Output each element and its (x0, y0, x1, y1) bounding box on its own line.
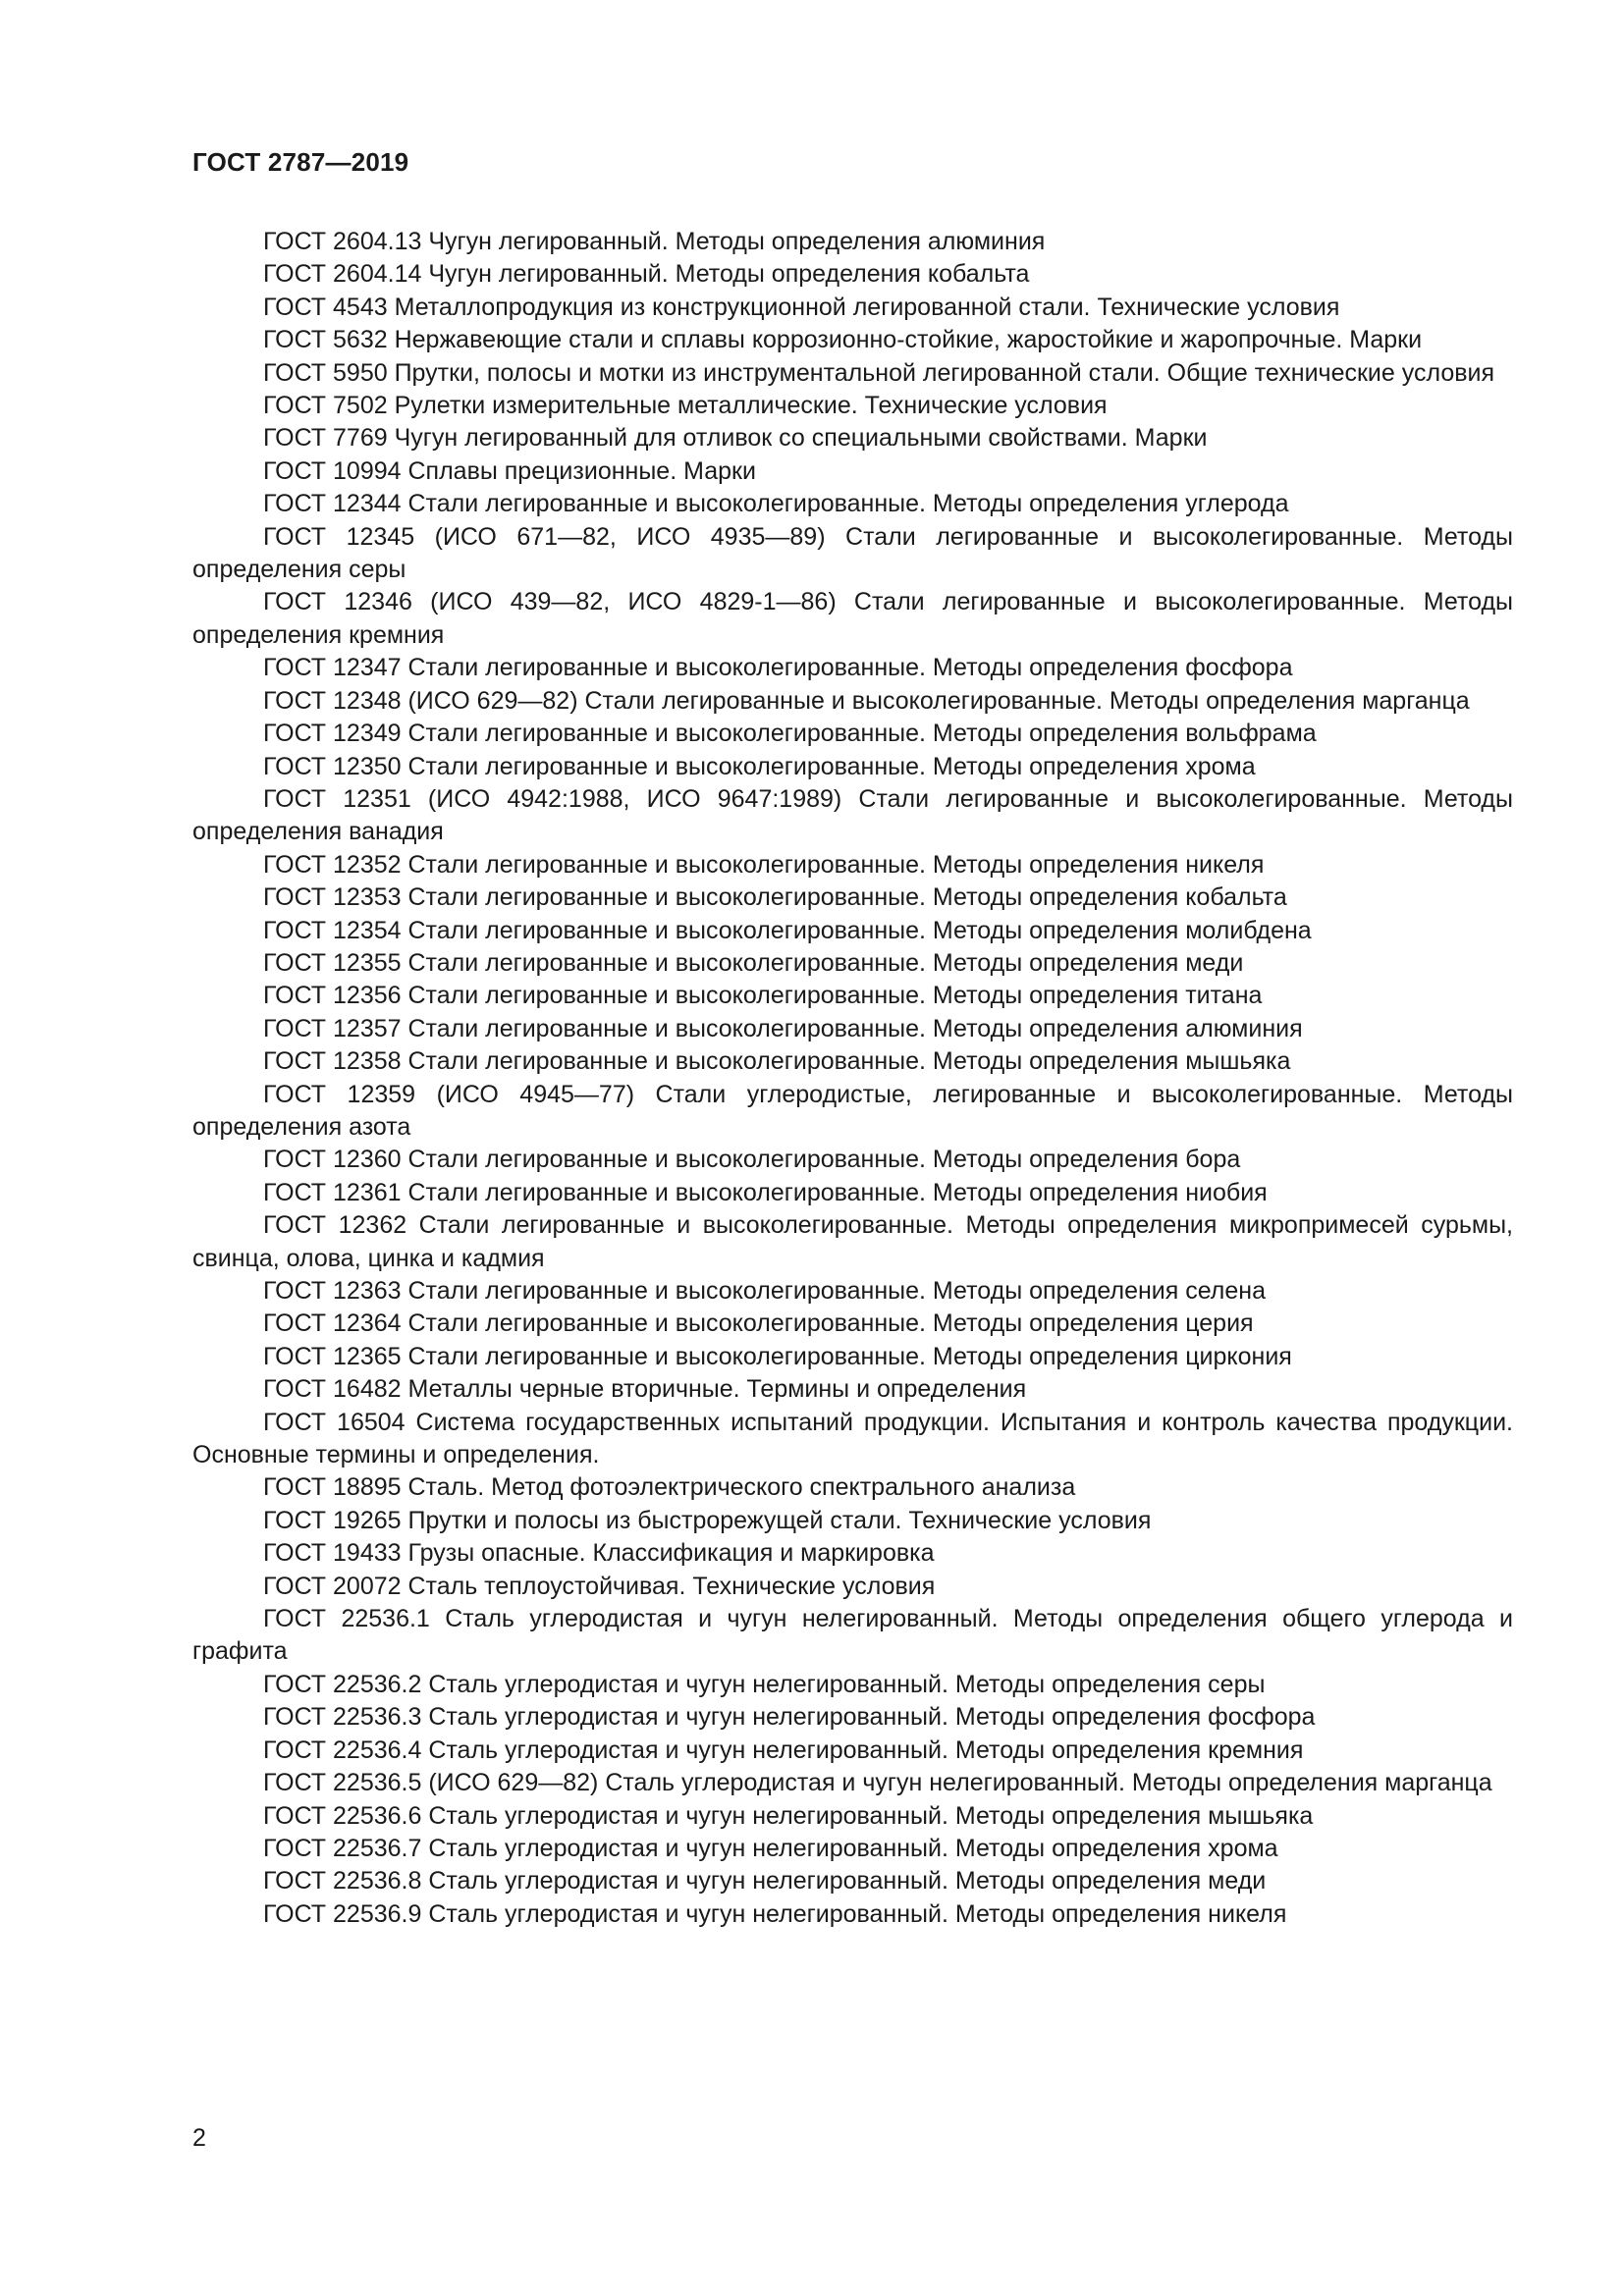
reference-item: ГОСТ 12355 Стали легированные и высоколегированные. Методы определения меди (263, 948, 1244, 977)
reference-item: ГОСТ 12365 Стали легированные и высоколегированные. Методы определения циркония (263, 1342, 1292, 1370)
reference-item: ГОСТ 12364 Стали легированные и высоколегированные. Методы определения церия (263, 1309, 1254, 1338)
reference-item: ГОСТ 16504 Система государственных испытаний продукции. Испытания и контроль качества продукции. Основные термины и определения. (192, 1408, 1513, 1469)
reference-item: ГОСТ 12362 Стали легированные и высоколегированные. Методы определения микропримесей сурьмы, свинца, олова, цинка и кадмия (192, 1211, 1513, 1272)
reference-item: ГОСТ 7502 Рулетки измерительные металлические. Технические условия (263, 392, 1108, 420)
reference-item: ГОСТ 22536.2 Сталь углеродистая и чугун нелегированный. Методы определения серы (263, 1670, 1266, 1698)
reference-item: ГОСТ 12358 Стали легированные и высоколегированные. Методы определения мышьяка (263, 1047, 1291, 1076)
reference-item: ГОСТ 16482 Металлы черные вторичные. Термины и определения (263, 1375, 1027, 1404)
reference-item: ГОСТ 22536.9 Сталь углеродистая и чугун нелегированный. Методы определения никеля (263, 1899, 1287, 1928)
reference-item: ГОСТ 12348 (ИСО 629—82) Стали легированные и высоколегированные. Методы определения марганца (263, 686, 1470, 715)
reference-item: ГОСТ 12350 Стали легированные и высоколегированные. Методы определения хрома (263, 752, 1256, 780)
reference-item: ГОСТ 22536.3 Сталь углеродистая и чугун нелегированный. Методы определения фосфора (263, 1703, 1316, 1732)
reference-item: ГОСТ 12345 (ИСО 671—82, ИСО 4935—89) Стали легированные и высоколегированные. Методы определения серы (192, 522, 1513, 584)
reference-item: ГОСТ 12349 Стали легированные и высоколегированные. Методы определения вольфрама (263, 720, 1317, 748)
reference-item: ГОСТ 22536.4 Сталь углеродистая и чугун нелегированный. Методы определения кремния (263, 1735, 1304, 1764)
reference-item: ГОСТ 22536.1 Сталь углеродистая и чугун нелегированный. Методы определения общего углерода и графита (192, 1605, 1513, 1666)
reference-item: ГОСТ 12357 Стали легированные и высоколегированные. Методы определения алюминия (263, 1014, 1303, 1042)
reference-item: ГОСТ 12361 Стали легированные и высоколегированные. Методы определения ниобия (263, 1178, 1268, 1206)
reference-item: ГОСТ 18895 Сталь. Метод фотоэлектрического спектрального анализа (263, 1473, 1076, 1502)
reference-item: ГОСТ 19265 Прутки и полосы из быстрорежущей стали. Технические условия (263, 1506, 1152, 1534)
reference-item: ГОСТ 10994 Сплавы прецизионные. Марки (263, 456, 756, 485)
reference-item: ГОСТ 22536.5 (ИСО 629—82) Сталь углеродистая и чугун нелегированный. Методы определения марганца (263, 1769, 1492, 1797)
reference-item: ГОСТ 12360 Стали легированные и высоколегированные. Методы определения бора (263, 1146, 1241, 1174)
reference-item: ГОСТ 19433 Грузы опасные. Классификация и маркировка (263, 1539, 935, 1568)
page-number: 2 (192, 2124, 206, 2152)
reference-item: ГОСТ 12347 Стали легированные и высоколегированные. Методы определения фосфора (263, 654, 1293, 682)
reference-item: ГОСТ 22536.8 Сталь углеродистая и чугун нелегированный. Методы определения меди (263, 1867, 1267, 1896)
reference-item: ГОСТ 12346 (ИСО 439—82, ИСО 4829-1—86) Стали легированные и высоколегированные. Методы определения кремния (192, 588, 1513, 649)
normative-references-list (192, 226, 1513, 1931)
reference-item: ГОСТ 12359 (ИСО 4945—77) Стали углеродистые, легированные и высоколегированные. Методы определения азота (192, 1080, 1513, 1141)
reference-item: ГОСТ 22536.7 Сталь углеродистая и чугун нелегированный. Методы определения хрома (263, 1834, 1278, 1862)
reference-item: ГОСТ 20072 Сталь теплоустойчивая. Технические условия (263, 1572, 936, 1600)
reference-item: ГОСТ 12352 Стали легированные и высоколегированные. Методы определения никеля (263, 850, 1265, 879)
reference-item: ГОСТ 12344 Стали легированные и высоколегированные. Методы определения углерода (263, 490, 1289, 518)
page-header-title: ГОСТ 2787—2019 (192, 147, 409, 177)
reference-item: ГОСТ 4543 Металлопродукция из конструкционной легированной стали. Технические условия (263, 293, 1340, 321)
reference-item: ГОСТ 12353 Стали легированные и высоколегированные. Методы определения кобальта (263, 883, 1287, 912)
reference-item: ГОСТ 12351 (ИСО 4942:1988, ИСО 9647:1989) Стали легированные и высоколегированные. Методы определения ванадия (192, 784, 1513, 846)
reference-item: ГОСТ 12354 Стали легированные и высоколегированные. Методы определения молибдена (263, 916, 1312, 944)
reference-item: ГОСТ 12356 Стали легированные и высоколегированные. Методы определения титана (263, 982, 1263, 1010)
reference-item: ГОСТ 7769 Чугун легированный для отливок со специальными свойствами. Марки (263, 424, 1208, 453)
reference-item: ГОСТ 22536.6 Сталь углеродистая и чугун нелегированный. Методы определения мышьяка (263, 1801, 1314, 1830)
reference-item: ГОСТ 12363 Стали легированные и высоколегированные. Методы определения селена (263, 1277, 1266, 1305)
reference-item: ГОСТ 2604.13 Чугун легированный. Методы определения алюминия (263, 228, 1046, 255)
reference-item: ГОСТ 5632 Нержавеющие стали и сплавы коррозионно-стойкие, жаростойкие и жаропрочные. Марки (263, 326, 1423, 354)
reference-item: ГОСТ 5950 Прутки, полосы и мотки из инструментальной легированной стали. Общие технические условия (263, 358, 1495, 387)
reference-item: ГОСТ 2604.14 Чугун легированный. Методы определения кобальта (263, 260, 1030, 289)
